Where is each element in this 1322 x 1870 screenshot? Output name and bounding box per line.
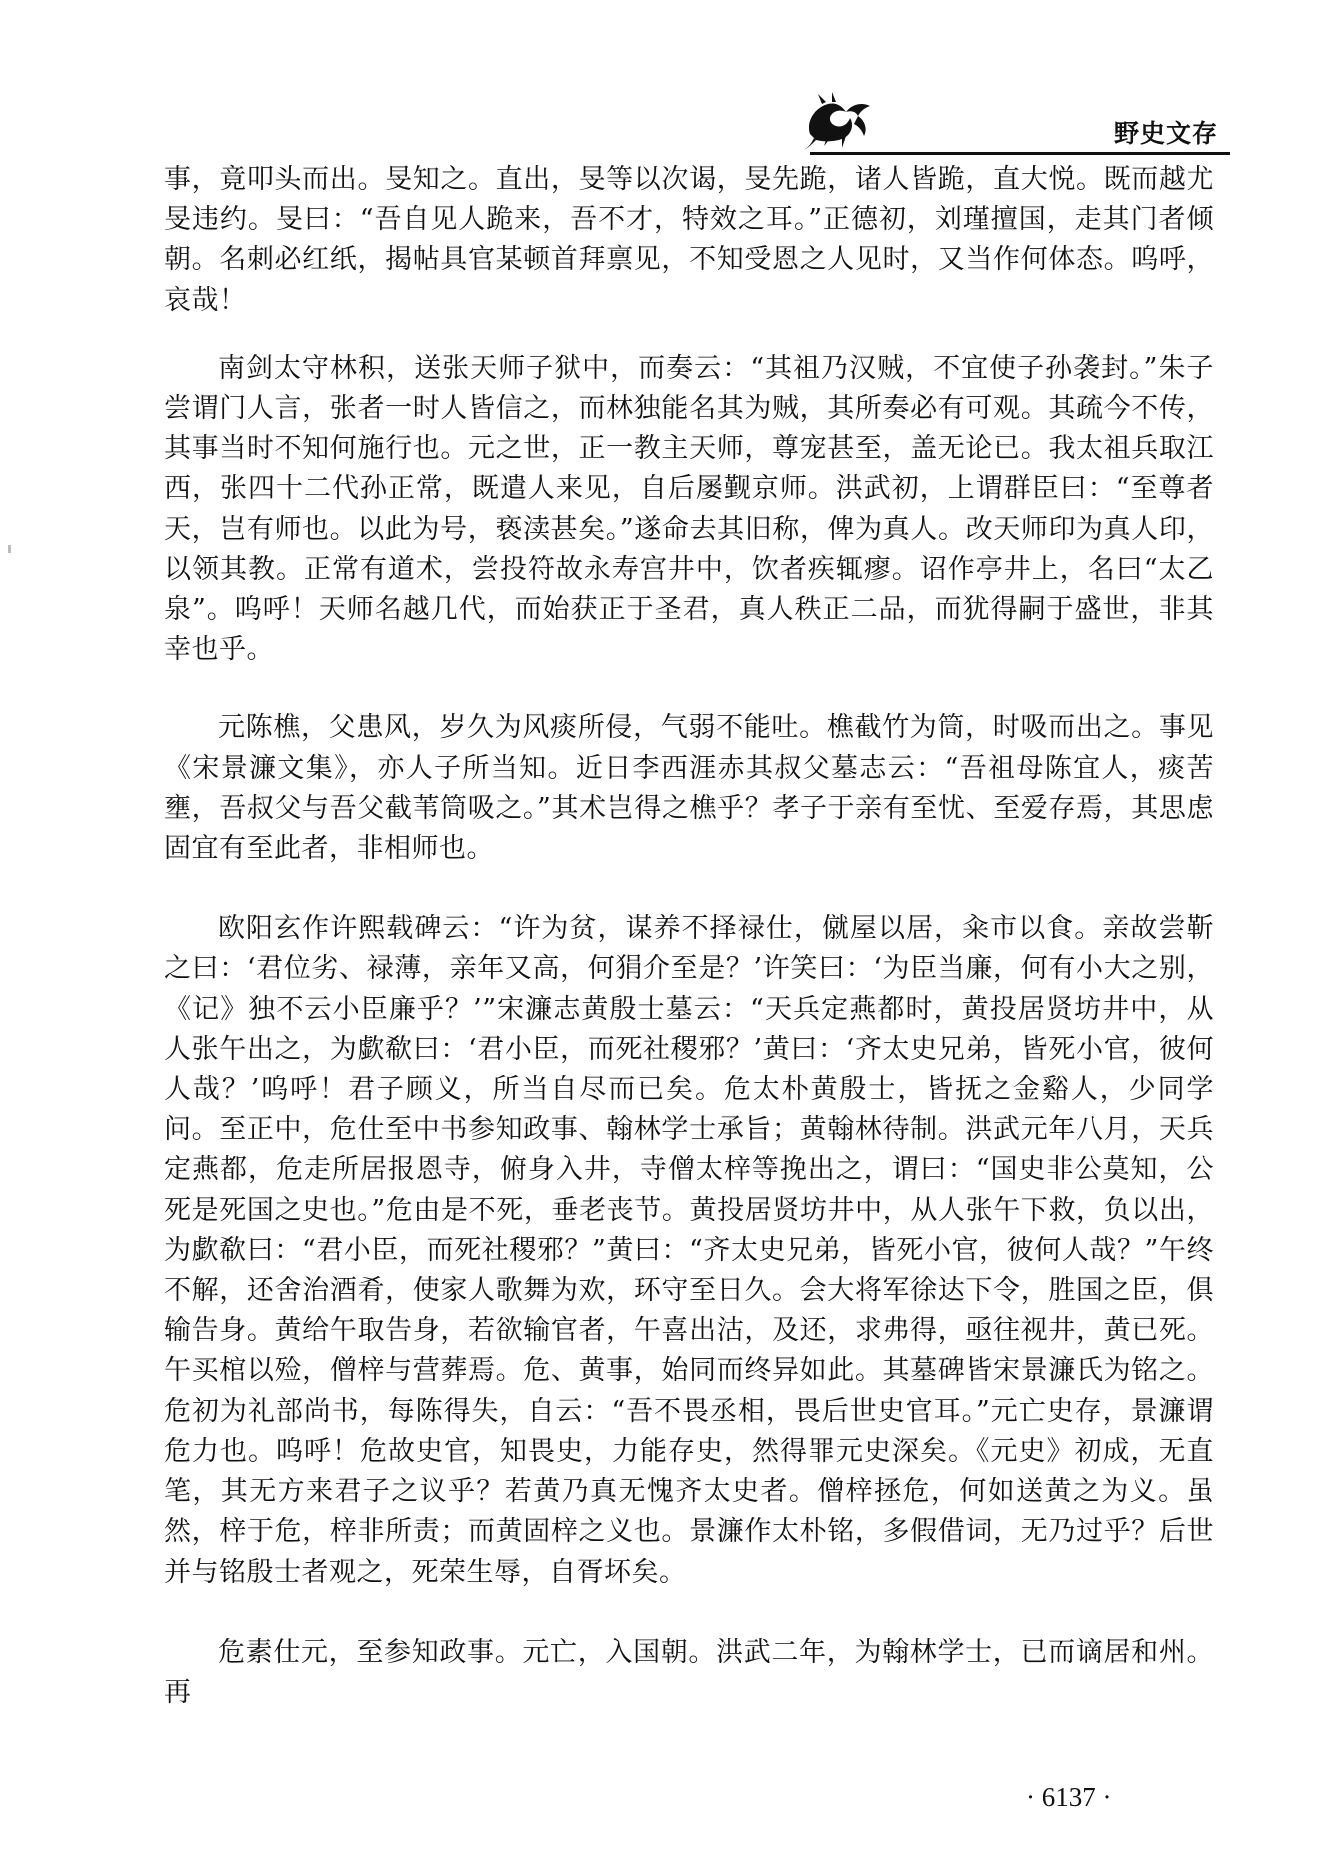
paragraph-chen-qiao: 元陈樵，父患风，岁久为风痰所侵，气弱不能吐。樵截竹为筒，时吸而出之。事见《宋景濂文集》，亦人子所当知。近日李西涯赤其叔父墓志云：“吾祖母陈宜人，痰苦壅，吾叔父与吾父截苇筒吸之。”其术岂得之樵乎？孝子于亲有至忧、至爱存焉，其思虑固宜有至此者，非相师也。 (164, 712, 1214, 865)
paragraph-nanjian-taishou: 南剑太守林积，送张天师子狱中，而奏云：“其祖乃汉贼，不宜使子孙袭封。”朱子尝谓门人言，张者一时人皆信之，而林独能名其为贼，其所奏必有可观。其疏今不传，其事当时不知何施行也。元之世，正一教主天师，尊宠甚至，盖无论已。我太祖兵取江西，张四十二代孙正常，既遣人来见，自后屡觐京师。洪武初，上谓群臣曰：“至尊者天，岂有师也。以此为号，亵渎甚矣。”遂命去其旧称，俾为真人。改天师印为真人印，以领其教。正常有道术，尝投符故永寿宫井中，饮者疾辄瘳。诏作亭井上，名曰“太乙泉”。呜呼！天师名越几代，而始获正于圣君，真人秩正二品，而犹得嗣于盛世，非其幸也乎。 (164, 352, 1214, 666)
dragon-emblem-icon (802, 90, 876, 152)
running-header (790, 88, 1230, 168)
paragraph-wei-su: 危素仕元，至参知政事。元亡，入国朝。洪武二年，为翰林学士，已而谪居和州。再 (164, 1636, 1214, 1708)
body-text (164, 160, 1214, 1713)
page-number: · 6137 · (1026, 1782, 1112, 1812)
header-rule (810, 152, 1230, 155)
scan-mark (8, 545, 11, 553)
paragraph-ouyang-xuan: 欧阳玄作许熙载碑云：“许为贫，谋养不择禄仕，僦屋以居，籴市以食。亲故尝靳之曰：‘君位劣、禄薄，亲年又高，何狷介至是？’许笑曰：‘为臣当廉，何有小大之别，《记》独不云小臣廉乎？’”宋濂志黄殷士墓云：“天兵定燕都时，黄投居贤坊井中，从人张午出之，为歔欷曰：‘君小臣，而死社稷邪？’黄曰：‘齐太史兄弟，皆死小官，彼何人哉？’呜呼！君子顾义，所当自尽而已矣。危太朴黄殷士，皆抚之金谿人，少同学问。至正中，危仕至中书参知政事、翰林学士承旨；黄翰林待制。洪武元年八月，天兵定燕都，危走所居报恩寺，俯身入井，寺僧太梓等挽出之，谓曰：“国史非公莫知，公死是死国之史也。”危由是不死，垂老丧节。黄投居贤坊井中，从人张午下救，负以出，为歔欷曰：“君小臣，而死社稷邪？”黄曰：“齐太史兄弟，皆死小官，彼何人哉？”午终不解，还舍治酒肴，使家人歌舞为欢，环守至日久。会大将军徐达下令，胜国之臣，俱输告身。黄给午取告身，若欲输官者，午喜出沽，及还，求弗得，亟往视井，黄已死。午买棺以殓，僧梓与营葬焉。危、黄事，始同而终异如此。其墓碑皆宋景濂氏为铭之。危初为礼部尚书，每陈得失，自云：“吾不畏丞相，畏后世史官耳。”元亡史存，景濂谓危力也。呜呼！危故史官，知畏史，力能存史，然得罪元史深矣。《元史》初成，无直笔，其无方来君子之议乎？若黄乃真无愧齐太史者。僧梓拯危，何如送黄之为义。虽然，梓于危，梓非所责；而黄固梓之义也。景濂作太朴铭，多假借词，无乃过乎？后世并与铭殷士者观之，死荣生辱，自胥坏矣。 (164, 913, 1214, 1588)
book-title: 野史文存 (1113, 119, 1218, 148)
paragraph-continued: 事，竟叩头而出。旻知之。直出，旻等以次谒，旻先跪，诸人皆跪，直大悦。既而越尤旻违约。旻曰：“吾自见人跪来，吾不才，特效之耳。”正德初，刘瑾擅国，走其门者倾朝。名刺必红纸，揭帖具官某顿首拜禀见，不知受恩之人见时，又当作何体态。呜呼，哀哉！ (164, 164, 1214, 316)
